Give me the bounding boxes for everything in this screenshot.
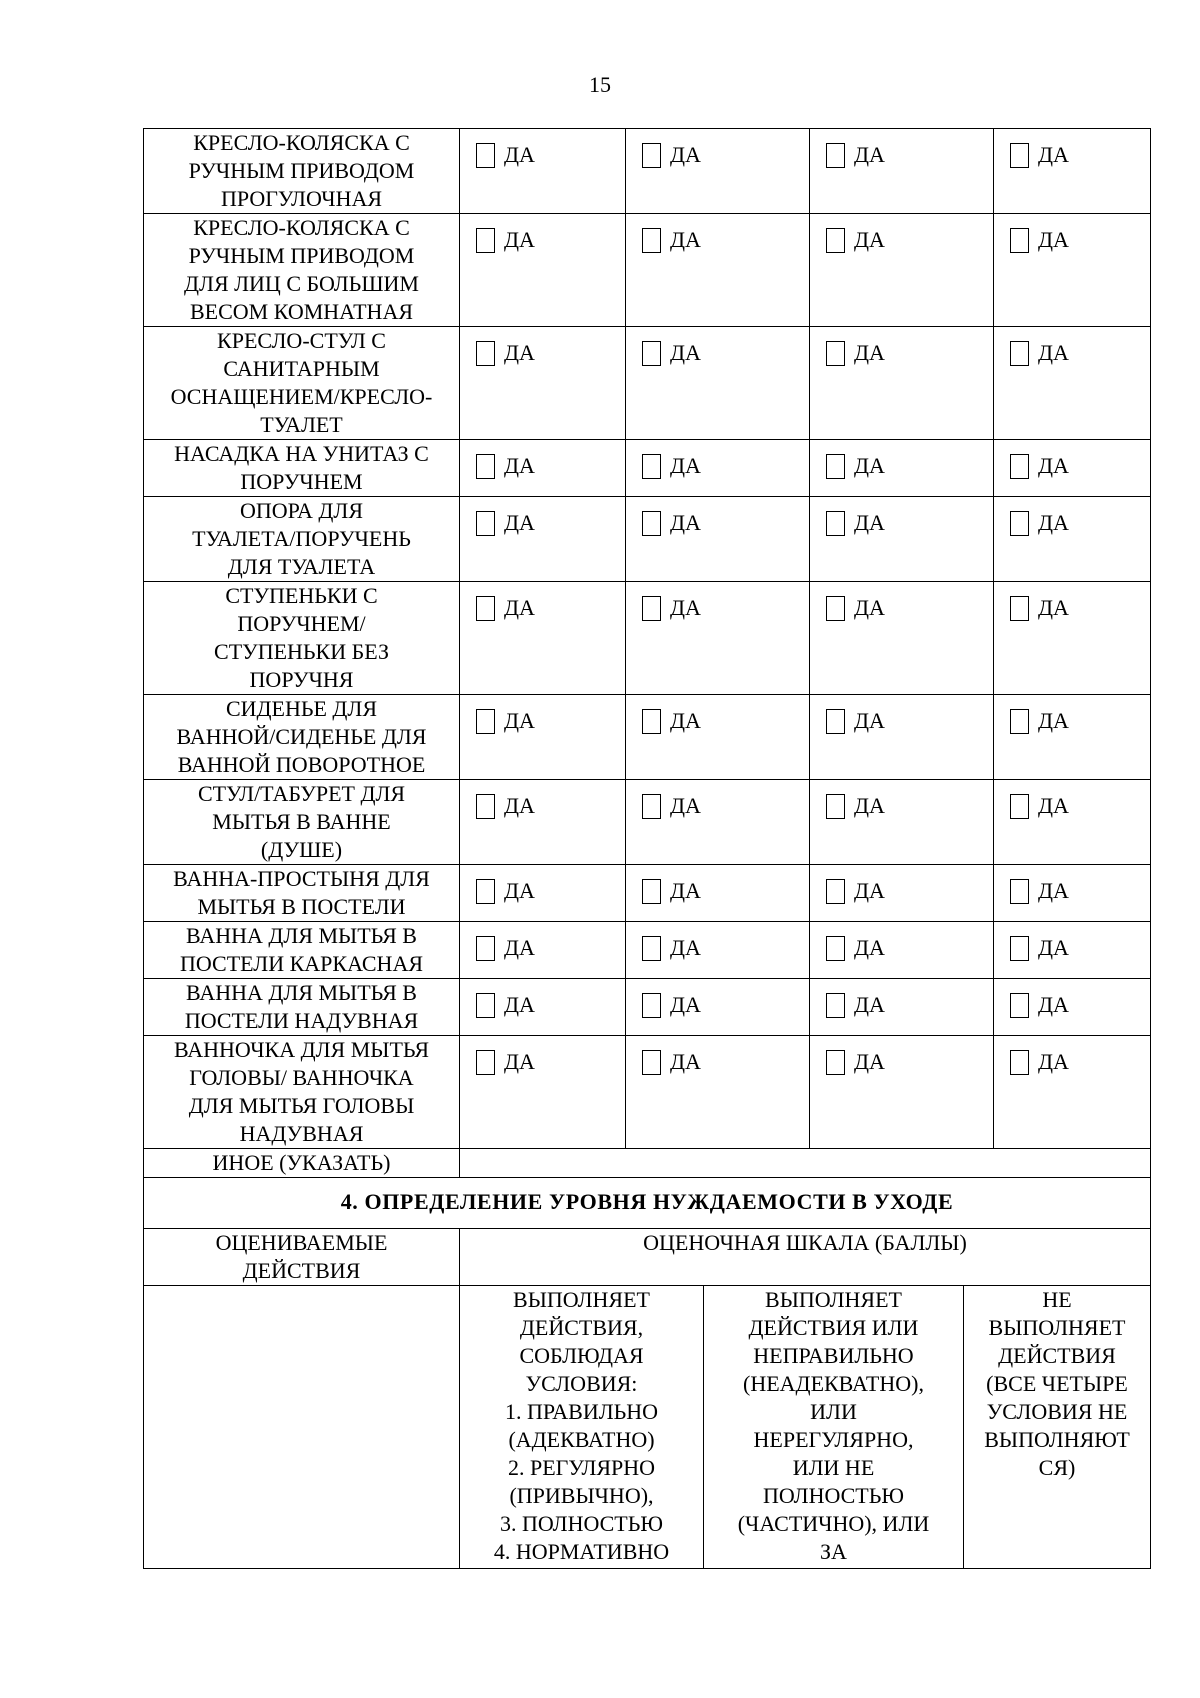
- equipment-name-line: ВАННА-ПРОСТЫНЯ ДЛЯ: [173, 866, 430, 891]
- equipment-name-line: ТУАЛЕТА/ПОРУЧЕНЬ: [192, 526, 411, 551]
- option-cell: [994, 979, 1151, 1036]
- checkbox-label: ДА: [670, 340, 701, 365]
- scale-column-line: ВЫПОЛНЯЕТ: [765, 1287, 902, 1312]
- other-row-input[interactable]: [460, 1149, 1151, 1178]
- equipment-name-line: РУЧНЫМ ПРИВОДОМ: [188, 158, 415, 183]
- checkbox[interactable]: [1010, 936, 1029, 961]
- other-row-label: ИНОЕ (УКАЗАТЬ): [144, 1149, 460, 1178]
- checkbox-label: ДА: [1038, 595, 1069, 620]
- actions-header-line: ДЕЙСТВИЯ: [242, 1258, 361, 1283]
- checkbox-label: ДА: [670, 227, 701, 252]
- checkbox-label: ДА: [504, 708, 535, 733]
- checkbox[interactable]: [642, 596, 661, 621]
- scale-column-line: 3. ПОЛНОСТЬЮ: [499, 1511, 663, 1536]
- equipment-name-line: ВАННОЙ ПОВОРОТНОЕ: [177, 752, 426, 777]
- equipment-name-line: ВАННОЧКА ДЛЯ МЫТЬЯ: [173, 1037, 430, 1062]
- equipment-name: [144, 865, 460, 922]
- checkbox-label: ДА: [504, 453, 535, 478]
- option-cell: [460, 780, 626, 865]
- equipment-row: [144, 865, 1151, 922]
- checkbox-label: ДА: [1038, 878, 1069, 903]
- actions-cell: [144, 1286, 460, 1569]
- equipment-row: [144, 695, 1151, 780]
- equipment-name-line: МЫТЬЯ В ПОСТЕЛИ: [197, 894, 406, 919]
- checkbox[interactable]: [642, 879, 661, 904]
- checkbox[interactable]: [476, 596, 495, 621]
- scale-column-line: НЕ: [1042, 1287, 1072, 1312]
- scale-column-line: 2. РЕГУЛЯРНО: [507, 1455, 656, 1480]
- option-cell: [626, 865, 810, 922]
- equipment-name-line: ВЕСОМ КОМНАТНАЯ: [189, 299, 414, 324]
- checkbox[interactable]: [642, 794, 661, 819]
- checkbox-label: ДА: [670, 142, 701, 167]
- scale-column-line: СОБЛЮДАЯ: [519, 1343, 644, 1368]
- equipment-name-line: НАДУВНАЯ: [239, 1121, 364, 1146]
- checkbox-label: ДА: [854, 793, 885, 818]
- scale-column: [704, 1286, 964, 1568]
- scale-column-line: ДЕЙСТВИЯ ИЛИ: [748, 1315, 919, 1340]
- scale-column-line: ВЫПОЛНЯЕТ: [988, 1315, 1126, 1340]
- checkbox[interactable]: [826, 341, 845, 366]
- equipment-name-line: (ДУШЕ): [260, 837, 343, 862]
- option-cell: [460, 1036, 626, 1149]
- equipment-name: [144, 695, 460, 780]
- option-cell: [460, 129, 626, 214]
- checkbox[interactable]: [1010, 794, 1029, 819]
- equipment-row: [144, 780, 1151, 865]
- checkbox-label: ДА: [670, 793, 701, 818]
- option-cell: [994, 1036, 1151, 1149]
- equipment-row: [144, 922, 1151, 979]
- option-cell: [626, 922, 810, 979]
- checkbox-label: ДА: [854, 453, 885, 478]
- scale-column-line: 4. НОРМАТИВНО: [493, 1539, 670, 1564]
- checkbox[interactable]: [826, 709, 845, 734]
- option-cell: [994, 214, 1151, 327]
- checkbox[interactable]: [1010, 454, 1029, 479]
- option-cell: [810, 214, 994, 327]
- equipment-name-line: ВАННА ДЛЯ МЫТЬЯ В: [186, 980, 417, 1005]
- checkbox-label: ДА: [504, 595, 535, 620]
- equipment-name-line: ВАННОЙ/СИДЕНЬЕ ДЛЯ: [176, 724, 427, 749]
- equipment-row: [144, 440, 1151, 497]
- option-cell: [810, 129, 994, 214]
- equipment-name-line: СТУПЕНЬКИ С: [225, 583, 378, 608]
- scale-column-line: СЯ): [1038, 1455, 1076, 1480]
- equipment-name-line: ПРОГУЛОЧНАЯ: [220, 186, 383, 211]
- page-number: 15: [589, 72, 611, 97]
- checkbox-label: ДА: [504, 142, 535, 167]
- checkbox-label: ДА: [854, 992, 885, 1017]
- option-cell: [994, 695, 1151, 780]
- option-cell: [460, 497, 626, 582]
- checkbox-label: ДА: [670, 453, 701, 478]
- option-cell: [626, 327, 810, 440]
- equipment-name: [144, 1036, 460, 1149]
- option-cell: [810, 780, 994, 865]
- option-cell: [994, 865, 1151, 922]
- checkbox-label: ДА: [504, 510, 535, 535]
- checkbox[interactable]: [826, 794, 845, 819]
- equipment-name-line: ПОРУЧНЯ: [249, 667, 354, 692]
- equipment-name: [144, 327, 460, 440]
- scale-column-line: (ВСЕ ЧЕТЫРЕ: [986, 1371, 1128, 1396]
- scale-header: ОЦЕНОЧНАЯ ШКАЛА (БАЛЛЫ): [460, 1229, 1151, 1286]
- checkbox[interactable]: [642, 1050, 661, 1075]
- option-cell: [626, 695, 810, 780]
- checkbox-label: ДА: [504, 227, 535, 252]
- scale-column-line: ДЕЙСТВИЯ: [998, 1343, 1116, 1368]
- actions-header: [144, 1229, 460, 1286]
- equipment-name-line: СИДЕНЬЕ ДЛЯ: [225, 696, 378, 721]
- checkbox[interactable]: [642, 341, 661, 366]
- checkbox-label: ДА: [670, 595, 701, 620]
- option-cell: [810, 865, 994, 922]
- scale-column-line: ЗА: [820, 1539, 847, 1564]
- checkbox[interactable]: [826, 936, 845, 961]
- equipment-row: [144, 214, 1151, 327]
- equipment-name: [144, 129, 460, 214]
- equipment-name-line: ДЛЯ МЫТЬЯ ГОЛОВЫ: [188, 1093, 415, 1118]
- option-cell: [626, 214, 810, 327]
- checkbox[interactable]: [826, 596, 845, 621]
- equipment-row: [144, 979, 1151, 1036]
- checkbox[interactable]: [476, 143, 495, 168]
- option-cell: [810, 582, 994, 695]
- checkbox[interactable]: [476, 511, 495, 536]
- scale-columns: [460, 1286, 1150, 1568]
- section-4: [144, 1149, 1151, 1569]
- checkbox[interactable]: [826, 511, 845, 536]
- checkbox[interactable]: [476, 709, 495, 734]
- scale-column-line: ДЕЙСТВИЯ,: [519, 1315, 644, 1340]
- checkbox-label: ДА: [670, 935, 701, 960]
- checkbox[interactable]: [1010, 709, 1029, 734]
- checkbox-label: ДА: [854, 595, 885, 620]
- equipment-row: [144, 1036, 1151, 1149]
- checkbox-label: ДА: [1038, 510, 1069, 535]
- equipment-name-line: ВАННА ДЛЯ МЫТЬЯ В: [186, 923, 417, 948]
- checkbox[interactable]: [826, 228, 845, 253]
- option-cell: [810, 497, 994, 582]
- equipment-name: [144, 582, 460, 695]
- equipment-name: [144, 497, 460, 582]
- scale-column-line: НЕРЕГУЛЯРНО,: [753, 1427, 914, 1452]
- checkbox[interactable]: [476, 794, 495, 819]
- option-cell: [994, 497, 1151, 582]
- checkbox-label: ДА: [854, 708, 885, 733]
- option-cell: [810, 1036, 994, 1149]
- checkbox[interactable]: [1010, 596, 1029, 621]
- option-cell: [460, 440, 626, 497]
- equipment-row: [144, 129, 1151, 214]
- equipment-name-line: СТУПЕНЬКИ БЕЗ: [214, 639, 389, 664]
- equipment-name-line: МЫТЬЯ В ВАННЕ: [212, 809, 391, 834]
- checkbox[interactable]: [826, 879, 845, 904]
- checkbox-label: ДА: [504, 793, 535, 818]
- checkbox[interactable]: [826, 143, 845, 168]
- checkbox-label: ДА: [670, 1049, 701, 1074]
- equipment-name-line: ОПОРА ДЛЯ: [239, 498, 364, 523]
- checkbox-label: ДА: [1038, 340, 1069, 365]
- checkbox[interactable]: [1010, 228, 1029, 253]
- checkbox-label: ДА: [504, 340, 535, 365]
- option-cell: [810, 922, 994, 979]
- option-cell: [810, 979, 994, 1036]
- checkbox[interactable]: [476, 454, 495, 479]
- section-header-row: [144, 1229, 1151, 1286]
- checkbox[interactable]: [826, 1050, 845, 1075]
- option-cell: [460, 865, 626, 922]
- equipment-name-line: ДЛЯ ЛИЦ С БОЛЬШИМ: [184, 271, 419, 296]
- scale-column-line: (ПРИВЫЧНО),: [509, 1483, 654, 1508]
- checkbox-label: ДА: [670, 708, 701, 733]
- checkbox-label: ДА: [854, 340, 885, 365]
- option-cell: [994, 780, 1151, 865]
- option-cell: [626, 497, 810, 582]
- checkbox-label: ДА: [1038, 935, 1069, 960]
- checkbox-label: ДА: [1038, 142, 1069, 167]
- checkbox-label: ДА: [504, 1049, 535, 1074]
- checkbox[interactable]: [476, 993, 495, 1018]
- option-cell: [626, 979, 810, 1036]
- checkbox-label: ДА: [1038, 793, 1069, 818]
- option-cell: [460, 979, 626, 1036]
- checkbox-label: ДА: [670, 878, 701, 903]
- option-cell: [460, 922, 626, 979]
- checkbox[interactable]: [1010, 993, 1029, 1018]
- checkbox[interactable]: [642, 936, 661, 961]
- actions-header-line: ОЦЕНИВАЕМЫЕ: [215, 1230, 388, 1255]
- equipment-name-line: КРЕСЛО-КОЛЯСКА С: [193, 130, 410, 155]
- scale-column: [460, 1286, 704, 1568]
- section-title-row: [144, 1178, 1151, 1229]
- checkbox[interactable]: [826, 454, 845, 479]
- option-cell: [810, 440, 994, 497]
- equipment-name-line: ТУАЛЕТ: [260, 412, 343, 437]
- checkbox-label: ДА: [854, 878, 885, 903]
- assessment-table: [143, 128, 1151, 1569]
- option-cell: [994, 582, 1151, 695]
- equipment-name-line: САНИТАРНЫМ: [223, 356, 380, 381]
- checkbox-label: ДА: [854, 1049, 885, 1074]
- checkbox-label: ДА: [1038, 992, 1069, 1017]
- checkbox[interactable]: [642, 709, 661, 734]
- option-cell: [626, 780, 810, 865]
- section-title: 4. ОПРЕДЕЛЕНИЕ УРОВНЯ НУЖДАЕМОСТИ В УХОДЕ: [144, 1178, 1151, 1229]
- scale-column-line: ПОЛНОСТЬЮ: [762, 1483, 904, 1508]
- equipment-name-line: ПОРУЧНЕМ/: [237, 611, 366, 636]
- checkbox[interactable]: [476, 879, 495, 904]
- checkbox-label: ДА: [1038, 1049, 1069, 1074]
- scale-row: [144, 1286, 1151, 1569]
- checkbox[interactable]: [476, 936, 495, 961]
- equipment-name: [144, 440, 460, 497]
- equipment-rows: [144, 129, 1151, 1149]
- equipment-name-line: ПОРУЧНЕМ: [240, 469, 363, 494]
- option-cell: [460, 327, 626, 440]
- checkbox-label: ДА: [504, 935, 535, 960]
- checkbox-label: ДА: [670, 992, 701, 1017]
- scale-column-line: УСЛОВИЯ:: [525, 1371, 638, 1396]
- checkbox[interactable]: [1010, 1050, 1029, 1075]
- equipment-name-line: НАСАДКА НА УНИТАЗ С: [174, 441, 429, 466]
- checkbox[interactable]: [476, 228, 495, 253]
- checkbox[interactable]: [642, 454, 661, 479]
- equipment-name-line: РУЧНЫМ ПРИВОДОМ: [188, 243, 415, 268]
- equipment-row: [144, 582, 1151, 695]
- option-cell: [994, 327, 1151, 440]
- option-cell: [626, 129, 810, 214]
- checkbox[interactable]: [476, 1050, 495, 1075]
- scale-column-line: ВЫПОЛНЯЕТ: [513, 1287, 650, 1312]
- checkbox[interactable]: [642, 993, 661, 1018]
- checkbox-label: ДА: [504, 878, 535, 903]
- equipment-name: [144, 780, 460, 865]
- other-row: [144, 1149, 1151, 1178]
- option-cell: [626, 1036, 810, 1149]
- option-cell: [626, 440, 810, 497]
- option-cell: [994, 922, 1151, 979]
- option-cell: [994, 440, 1151, 497]
- checkbox[interactable]: [642, 228, 661, 253]
- equipment-name-line: ПОСТЕЛИ НАДУВНАЯ: [184, 1008, 419, 1033]
- equipment-row: [144, 497, 1151, 582]
- equipment-name-line: ГОЛОВЫ/ ВАННОЧКА: [189, 1065, 414, 1090]
- equipment-name-line: КРЕСЛО-СТУЛ С: [217, 328, 386, 353]
- scale-column-line: УСЛОВИЯ НЕ: [986, 1399, 1128, 1424]
- equipment-name: [144, 214, 460, 327]
- scale-column-line: ИЛИ НЕ: [792, 1455, 875, 1480]
- scale-cell: [460, 1286, 1151, 1569]
- option-cell: [810, 695, 994, 780]
- equipment-name: [144, 922, 460, 979]
- scale-column-line: НЕПРАВИЛЬНО: [753, 1343, 914, 1368]
- equipment-name: [144, 979, 460, 1036]
- checkbox-label: ДА: [854, 510, 885, 535]
- option-cell: [460, 695, 626, 780]
- checkbox-label: ДА: [670, 510, 701, 535]
- option-cell: [460, 214, 626, 327]
- equipment-name-line: ДЛЯ ТУАЛЕТА: [227, 554, 376, 579]
- checkbox[interactable]: [826, 993, 845, 1018]
- checkbox[interactable]: [1010, 341, 1029, 366]
- checkbox[interactable]: [1010, 143, 1029, 168]
- checkbox-label: ДА: [854, 935, 885, 960]
- checkbox-label: ДА: [504, 992, 535, 1017]
- equipment-row: [144, 327, 1151, 440]
- option-cell: [994, 129, 1151, 214]
- scale-column: [964, 1286, 1150, 1568]
- scale-column-line: (ЧАСТИЧНО), ИЛИ: [737, 1511, 930, 1536]
- checkbox[interactable]: [642, 143, 661, 168]
- checkbox[interactable]: [1010, 511, 1029, 536]
- equipment-name-line: СТУЛ/ТАБУРЕТ ДЛЯ: [197, 781, 406, 806]
- scale-column-line: ИЛИ: [810, 1399, 857, 1424]
- checkbox-label: ДА: [1038, 708, 1069, 733]
- checkbox[interactable]: [476, 341, 495, 366]
- scale-column-line: (НЕАДЕКВАТНО),: [743, 1371, 924, 1396]
- checkbox-label: ДА: [854, 227, 885, 252]
- option-cell: [810, 327, 994, 440]
- option-cell: [626, 582, 810, 695]
- option-cell: [460, 582, 626, 695]
- equipment-name-line: КРЕСЛО-КОЛЯСКА С: [193, 215, 410, 240]
- equipment-name-line: ПОСТЕЛИ КАРКАСНАЯ: [180, 951, 423, 976]
- checkbox[interactable]: [642, 511, 661, 536]
- checkbox-label: ДА: [1038, 227, 1069, 252]
- scale-column-line: ВЫПОЛНЯЮТ: [984, 1427, 1130, 1452]
- scale-column-line: 1. ПРАВИЛЬНО: [504, 1399, 659, 1424]
- equipment-name-line: ОСНАЩЕНИЕМ/КРЕСЛО-: [170, 384, 433, 409]
- checkbox-label: ДА: [854, 142, 885, 167]
- checkbox-label: ДА: [1038, 453, 1069, 478]
- scale-column-line: (АДЕКВАТНО): [508, 1427, 655, 1452]
- checkbox[interactable]: [1010, 879, 1029, 904]
